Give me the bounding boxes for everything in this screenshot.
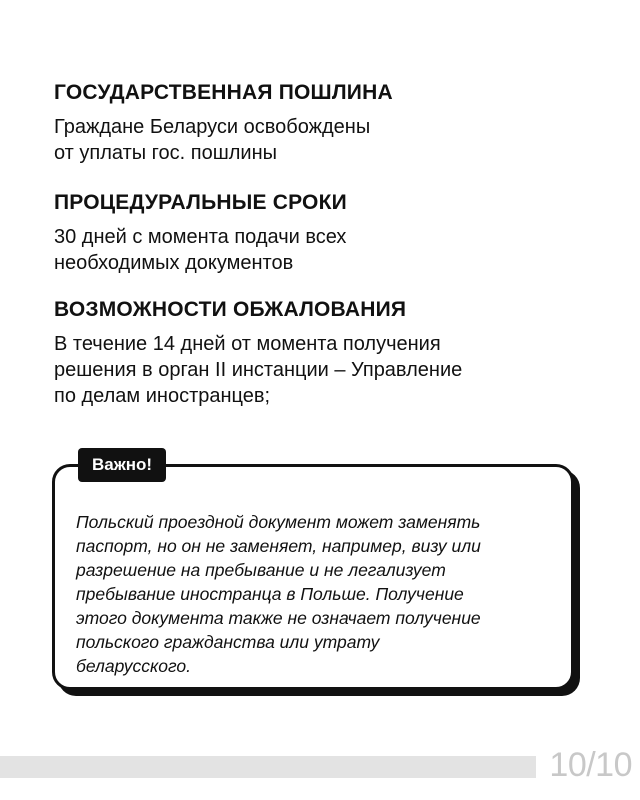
note-tag: Важно!	[78, 448, 166, 482]
section-appeal-options	[54, 297, 594, 409]
page-number: 10/10	[549, 746, 632, 784]
section-procedural-terms	[54, 190, 594, 276]
section-body-procedural-terms	[54, 224, 594, 276]
section-state-fee	[54, 80, 594, 166]
body-line: решения в орган II инстанции – Управление	[54, 359, 463, 381]
section-title-appeal-options: ВОЗМОЖНОСТИ ОБЖАЛОВАНИЯ	[54, 298, 407, 321]
note-line: разрешение на пребывание и не легализует	[76, 560, 446, 580]
section-body-appeal-options	[54, 331, 594, 409]
body-line: необходимых документов	[54, 252, 294, 274]
body-line: по делам иностранцев;	[54, 385, 271, 407]
note-line: пребывание иностранца в Польше. Получение	[76, 584, 464, 604]
section-body-state-fee	[54, 114, 594, 166]
body-line: 30 дней с момента подачи всех	[54, 226, 347, 248]
note-line: беларусского.	[76, 656, 192, 676]
section-title-state-fee: ГОСУДАРСТВЕННАЯ ПОШЛИНА	[54, 81, 393, 104]
note-line: этого документа также не означает получение	[76, 608, 481, 628]
note-text	[76, 510, 556, 678]
body-line: от уплаты гос. пошлины	[54, 142, 278, 164]
note-line: паспорт, но он не заменяет, например, визу или	[76, 536, 481, 556]
body-line: Граждане Беларуси освобождены	[54, 116, 371, 138]
important-note	[52, 448, 582, 700]
body-line: В течение 14 дней от момента получения	[54, 333, 441, 355]
note-line: Польский проездной документ может заменять	[76, 512, 481, 532]
footer-bar	[0, 756, 536, 778]
note-line: польского гражданства или утрату	[76, 632, 380, 652]
section-title-procedural-terms: ПРОЦЕДУРАЛЬНЫЕ СРОКИ	[54, 191, 347, 214]
